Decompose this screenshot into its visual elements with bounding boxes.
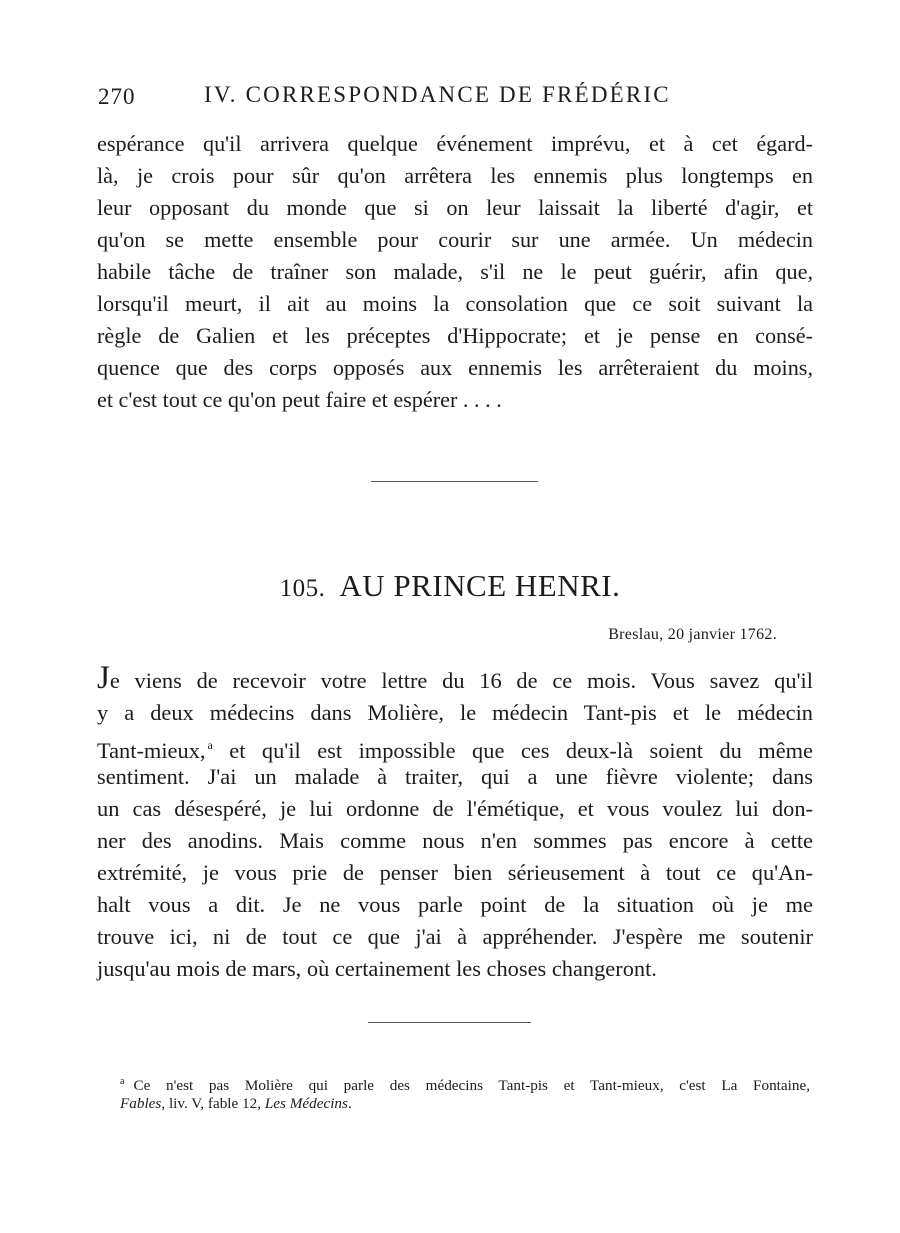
footnote-line: Fables, liv. V, fable 12, Les Médecins.	[120, 1095, 352, 1112]
running-title: IV. CORRESPONDANCE DE FRÉDÉRIC	[204, 82, 671, 107]
text-line: habile tâche de traîner son malade, s'il ne le peut guérir, afin que,	[97, 259, 813, 284]
text-line: espérance qu'il arrivera quelque événement imprévu, et à cet égard-	[97, 131, 813, 156]
text-line: ner des anodins. Mais comme nous n'en sommes pas encore à cette	[97, 828, 813, 853]
text-line: leur opposant du monde que si on leur laissait la liberté d'agir, et	[97, 195, 813, 220]
text-line: un cas désespéré, je lui ordonne de l'émétique, et vous voulez lui don-	[97, 796, 813, 821]
letter-heading	[0, 568, 900, 604]
page-number: 270	[98, 84, 136, 109]
text-line: sentiment. J'ai un malade à traiter, qui a une fièvre violente; dans	[97, 764, 813, 789]
footnote-marker: a	[120, 1076, 125, 1087]
text-line: qu'on se mette ensemble pour courir sur une armée. Un médecin	[97, 227, 813, 252]
text-line: halt vous a dit. Je ne vous parle point de la situation où je me	[97, 892, 813, 917]
text-line: Je viens de recevoir votre lettre du 16 de ce mois. Vous savez qu'il	[97, 660, 813, 696]
running-head	[98, 82, 818, 114]
text-line: lorsqu'il meurt, il ait au moins la consolation que ce soit suivant la	[97, 291, 813, 316]
letter-body	[97, 660, 813, 985]
text-line: jusqu'au mois de mars, où certainement les choses changeront.	[97, 956, 657, 981]
text-line: là, je crois pour sûr qu'on arrêtera les ennemis plus longtemps en	[97, 163, 813, 188]
text-line: Tant-mieux, $^a$ et qu'il est impossible que ces deux-là soient du même	[97, 738, 813, 763]
section-divider	[371, 481, 538, 482]
dateline: Breslau, 20 janvier 1762.	[608, 626, 777, 643]
letter-recipient: AU PRINCE HENRI.	[339, 568, 621, 603]
fables-title: Fables	[120, 1095, 162, 1112]
footnote-reference[interactable]: a	[207, 738, 213, 752]
footnote-line: $^a$ Ce n'est pas Molière qui parle des médecins Tant-pis et Tant-mieux, c'est La Fontaine,	[120, 1076, 810, 1094]
text-line: quence que des corps opposés aux ennemis les arrêteraient du moins,	[97, 355, 813, 380]
footnote-divider	[368, 1022, 531, 1023]
text-line: trouve ici, ni de tout ce que j'ai à appréhender. J'espère me soutenir	[97, 924, 813, 949]
text-line: et c'est tout ce qu'on peut faire et espérer . . . .	[97, 387, 502, 412]
continued-paragraph	[97, 128, 813, 416]
drop-cap: J	[97, 660, 110, 696]
footnote	[120, 1071, 810, 1115]
work-title: Les Médecins	[264, 1095, 348, 1112]
text-line: extrémité, je vous prie de penser bien sérieusement à tout ce qu'An-	[97, 860, 813, 885]
text-line: règle de Galien et les préceptes d'Hippocrate; et je pense en consé-	[97, 323, 813, 348]
text-line: y a deux médecins dans Molière, le médecin Tant-pis et le médecin	[97, 700, 813, 725]
letter-number: 105.	[279, 575, 326, 602]
